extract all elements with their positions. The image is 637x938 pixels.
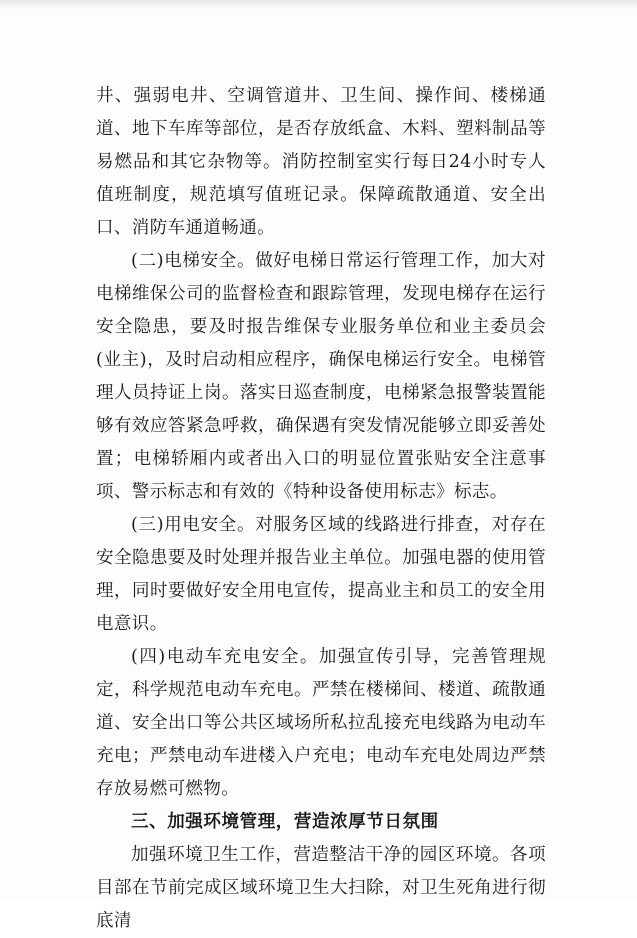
paragraph-elevator-safety: (二)电梯安全。做好电梯日常运行管理工作，加大对电梯维保公司的监督检查和跟踪管理，发现电梯存在运行安全隐患，要及时报告维保专业服务单位和业主委员会(业主)，及时启动相应程序，确保电梯运行安全。电梯管理人员持证上岗。落实日巡查制度，电梯紧急报警装置能够有效应答紧急呼救，确保遇有突发情况能够立即妥善处置；电梯轿厢内或者出入口的明显位置张贴安全注意事项、警示标志和有效的《特种设备使用标志》标志。	[96, 251, 546, 502]
section-heading-environment: 三、加强环境管理，营造浓厚节日氛围	[131, 812, 439, 832]
document-body	[96, 80, 546, 938]
paragraph-ebike-charging-safety: (四)电动车充电安全。加强宣传引导，完善管理规定，科学规范电动车充电。严禁在楼梯间、楼道、疏散通道、安全出口等公共区域场所私拉乱接充电线路为电动车充电；严禁电动车进楼入户充电；电动车充电处周边严禁存放易燃可燃物。	[96, 647, 546, 799]
scan-top-edge	[0, 0, 637, 10]
paragraph-environment-hygiene: 加强环境卫生工作，营造整洁干净的园区环境。各项目部在节前完成区域环境卫生大扫除，对卫生死角进行彻底清	[96, 845, 546, 931]
paragraph-electricity-safety: (三)用电安全。对服务区域的线路进行排查，对存在安全隐患要及时处理并报告业主单位。加强电器的使用管理，同时要做好安全用电宣传，提高业主和员工的安全用电意识。	[96, 515, 546, 634]
paragraph-fire-safety-continued: 井、强弱电井、空调管道井、卫生间、操作间、楼梯通道、地下车库等部位，是否存放纸盒、木料、塑料制品等易燃品和其它杂物等。消防控制室实行每日24小时专人值班制度，规范填写值班记录。保障疏散通道、安全出口、消防车通道畅通。	[96, 86, 546, 238]
